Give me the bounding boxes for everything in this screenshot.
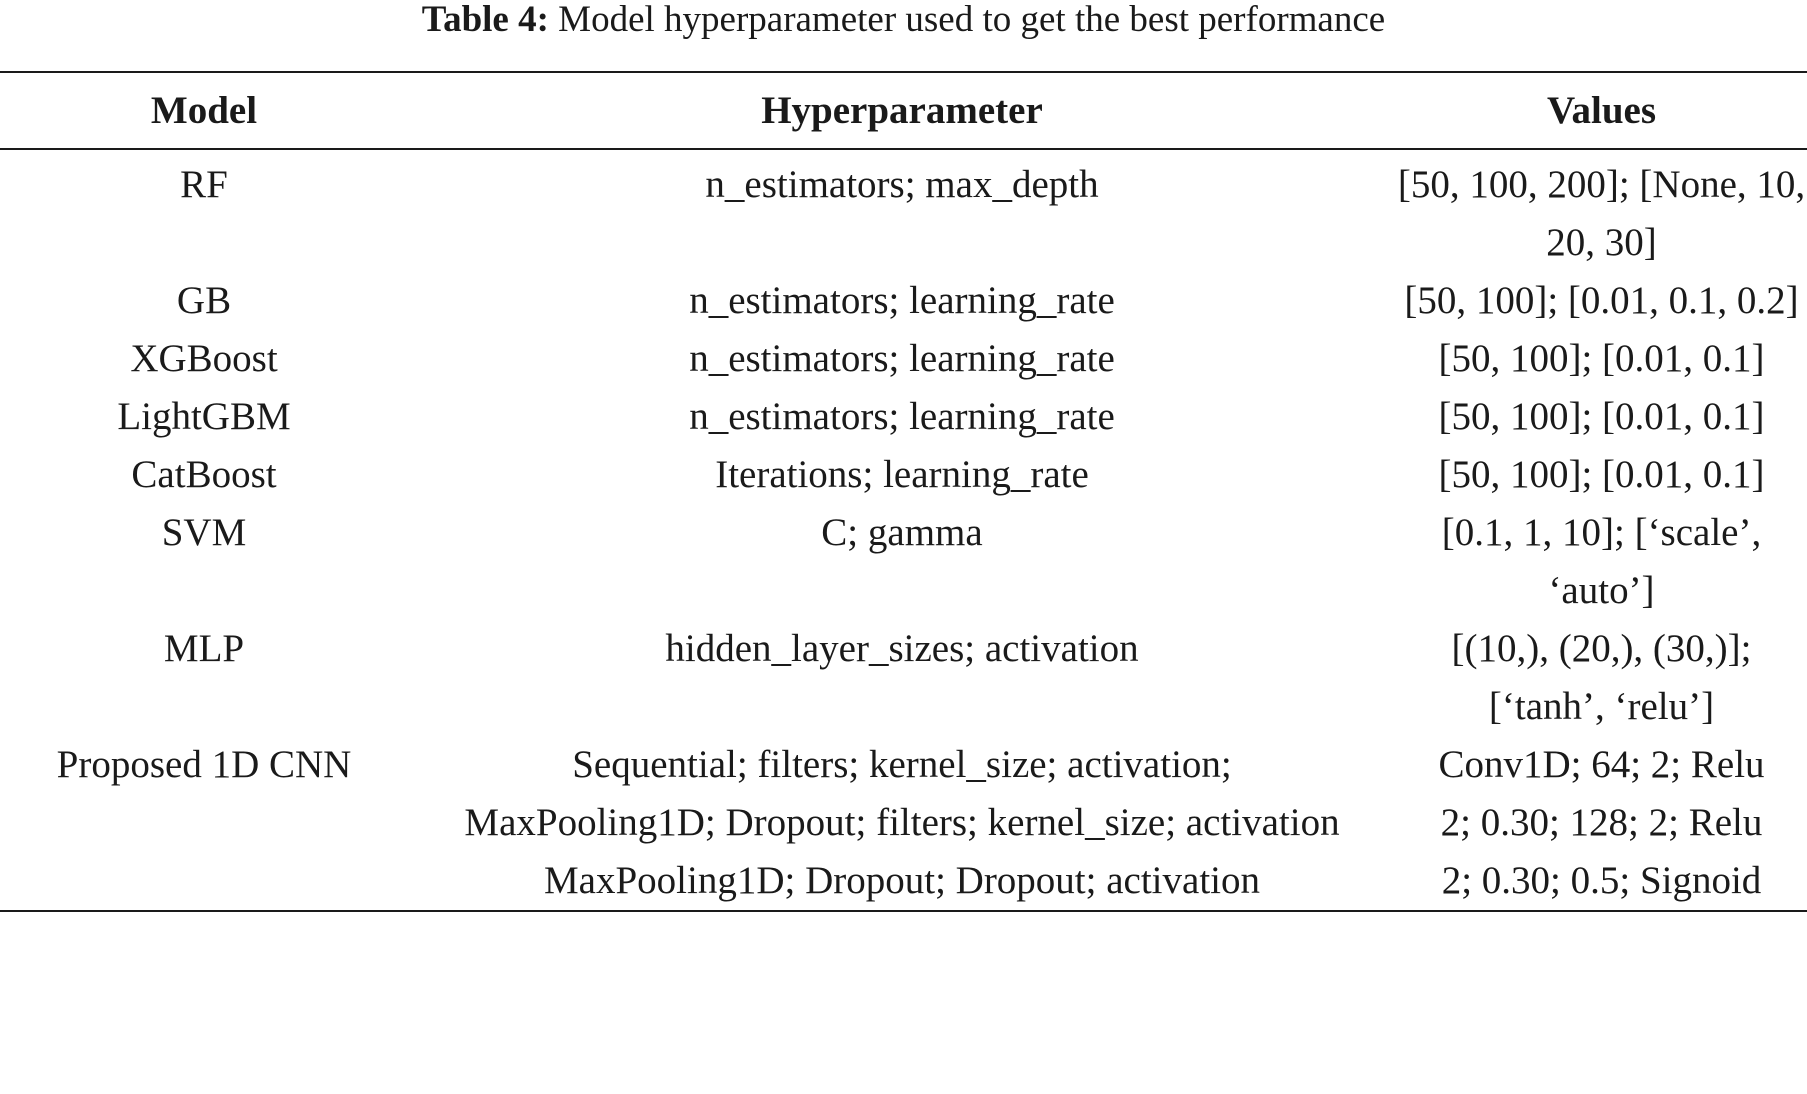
cell-model: XGBoost (130, 337, 278, 380)
cell-values: 2; 0.30; 128; 2; Relu (1440, 801, 1763, 844)
cell-model: GB (176, 279, 232, 322)
table-row (0, 620, 1807, 736)
header-model: Model (150, 88, 258, 132)
table-row (0, 388, 1807, 446)
cell-values: [0.1, 1, 10]; [‘scale’, ‘auto’] (1441, 511, 1762, 612)
cell-hyperparameter: MaxPooling1D; Dropout; filters; kernel_size; activation (464, 801, 1340, 844)
cell-hyperparameter: Iterations; learning_rate (715, 453, 1089, 496)
cell-hyperparameter: n_estimators; max_depth (705, 163, 1099, 206)
cell-values: [(10,), (20,), (30,)]; [‘tanh’, ‘relu’] (1451, 627, 1752, 728)
table-row (0, 736, 1807, 794)
cell-hyperparameter: n_estimators; learning_rate (689, 395, 1115, 438)
table-header-row (0, 72, 1807, 149)
cell-model: LightGBM (117, 395, 291, 438)
header-hyperparameter: Hyperparameter (761, 88, 1043, 132)
cell-hyperparameter: n_estimators; learning_rate (689, 337, 1115, 380)
table-row (0, 794, 1807, 852)
hyperparameter-table (0, 71, 1807, 912)
header-values: Values (1546, 88, 1657, 132)
cell-values: Conv1D; 64; 2; Relu (1438, 743, 1765, 786)
table-row (0, 272, 1807, 330)
table-row (0, 446, 1807, 504)
table-row (0, 504, 1807, 620)
table-caption (0, 0, 1807, 40)
cell-hyperparameter: Sequential; filters; kernel_size; activation; (572, 743, 1232, 786)
cell-model: CatBoost (131, 453, 277, 496)
cell-hyperparameter: hidden_layer_sizes; activation (665, 627, 1139, 670)
cell-hyperparameter: MaxPooling1D; Dropout; Dropout; activation (543, 859, 1260, 902)
cell-values: [50, 100]; [0.01, 0.1] (1438, 453, 1765, 496)
cell-values: [50, 100]; [0.01, 0.1] (1438, 395, 1765, 438)
caption-text: Model hyperparameter used to get the best performance (548, 0, 1386, 40)
cell-values: [50, 100]; [0.01, 0.1] (1438, 337, 1765, 380)
caption-label: Table 4: (421, 0, 549, 40)
cell-hyperparameter: n_estimators; learning_rate (689, 279, 1115, 322)
cell-model: Proposed 1D CNN (56, 743, 352, 786)
cell-values: 2; 0.30; 0.5; Signoid (1441, 859, 1762, 902)
table-row (0, 852, 1807, 911)
cell-values: [50, 100]; [0.01, 0.1, 0.2] (1404, 279, 1799, 322)
cell-model: RF (180, 163, 228, 206)
table-row (0, 330, 1807, 388)
cell-values: [50, 100, 200]; [None, 10, 20, 30] (1397, 163, 1806, 264)
table-row (0, 149, 1807, 272)
cell-model: MLP (163, 627, 245, 670)
cell-model (0, 852, 408, 911)
cell-model (0, 794, 408, 852)
cell-model: SVM (161, 511, 247, 554)
cell-hyperparameter: C; gamma (821, 511, 983, 554)
